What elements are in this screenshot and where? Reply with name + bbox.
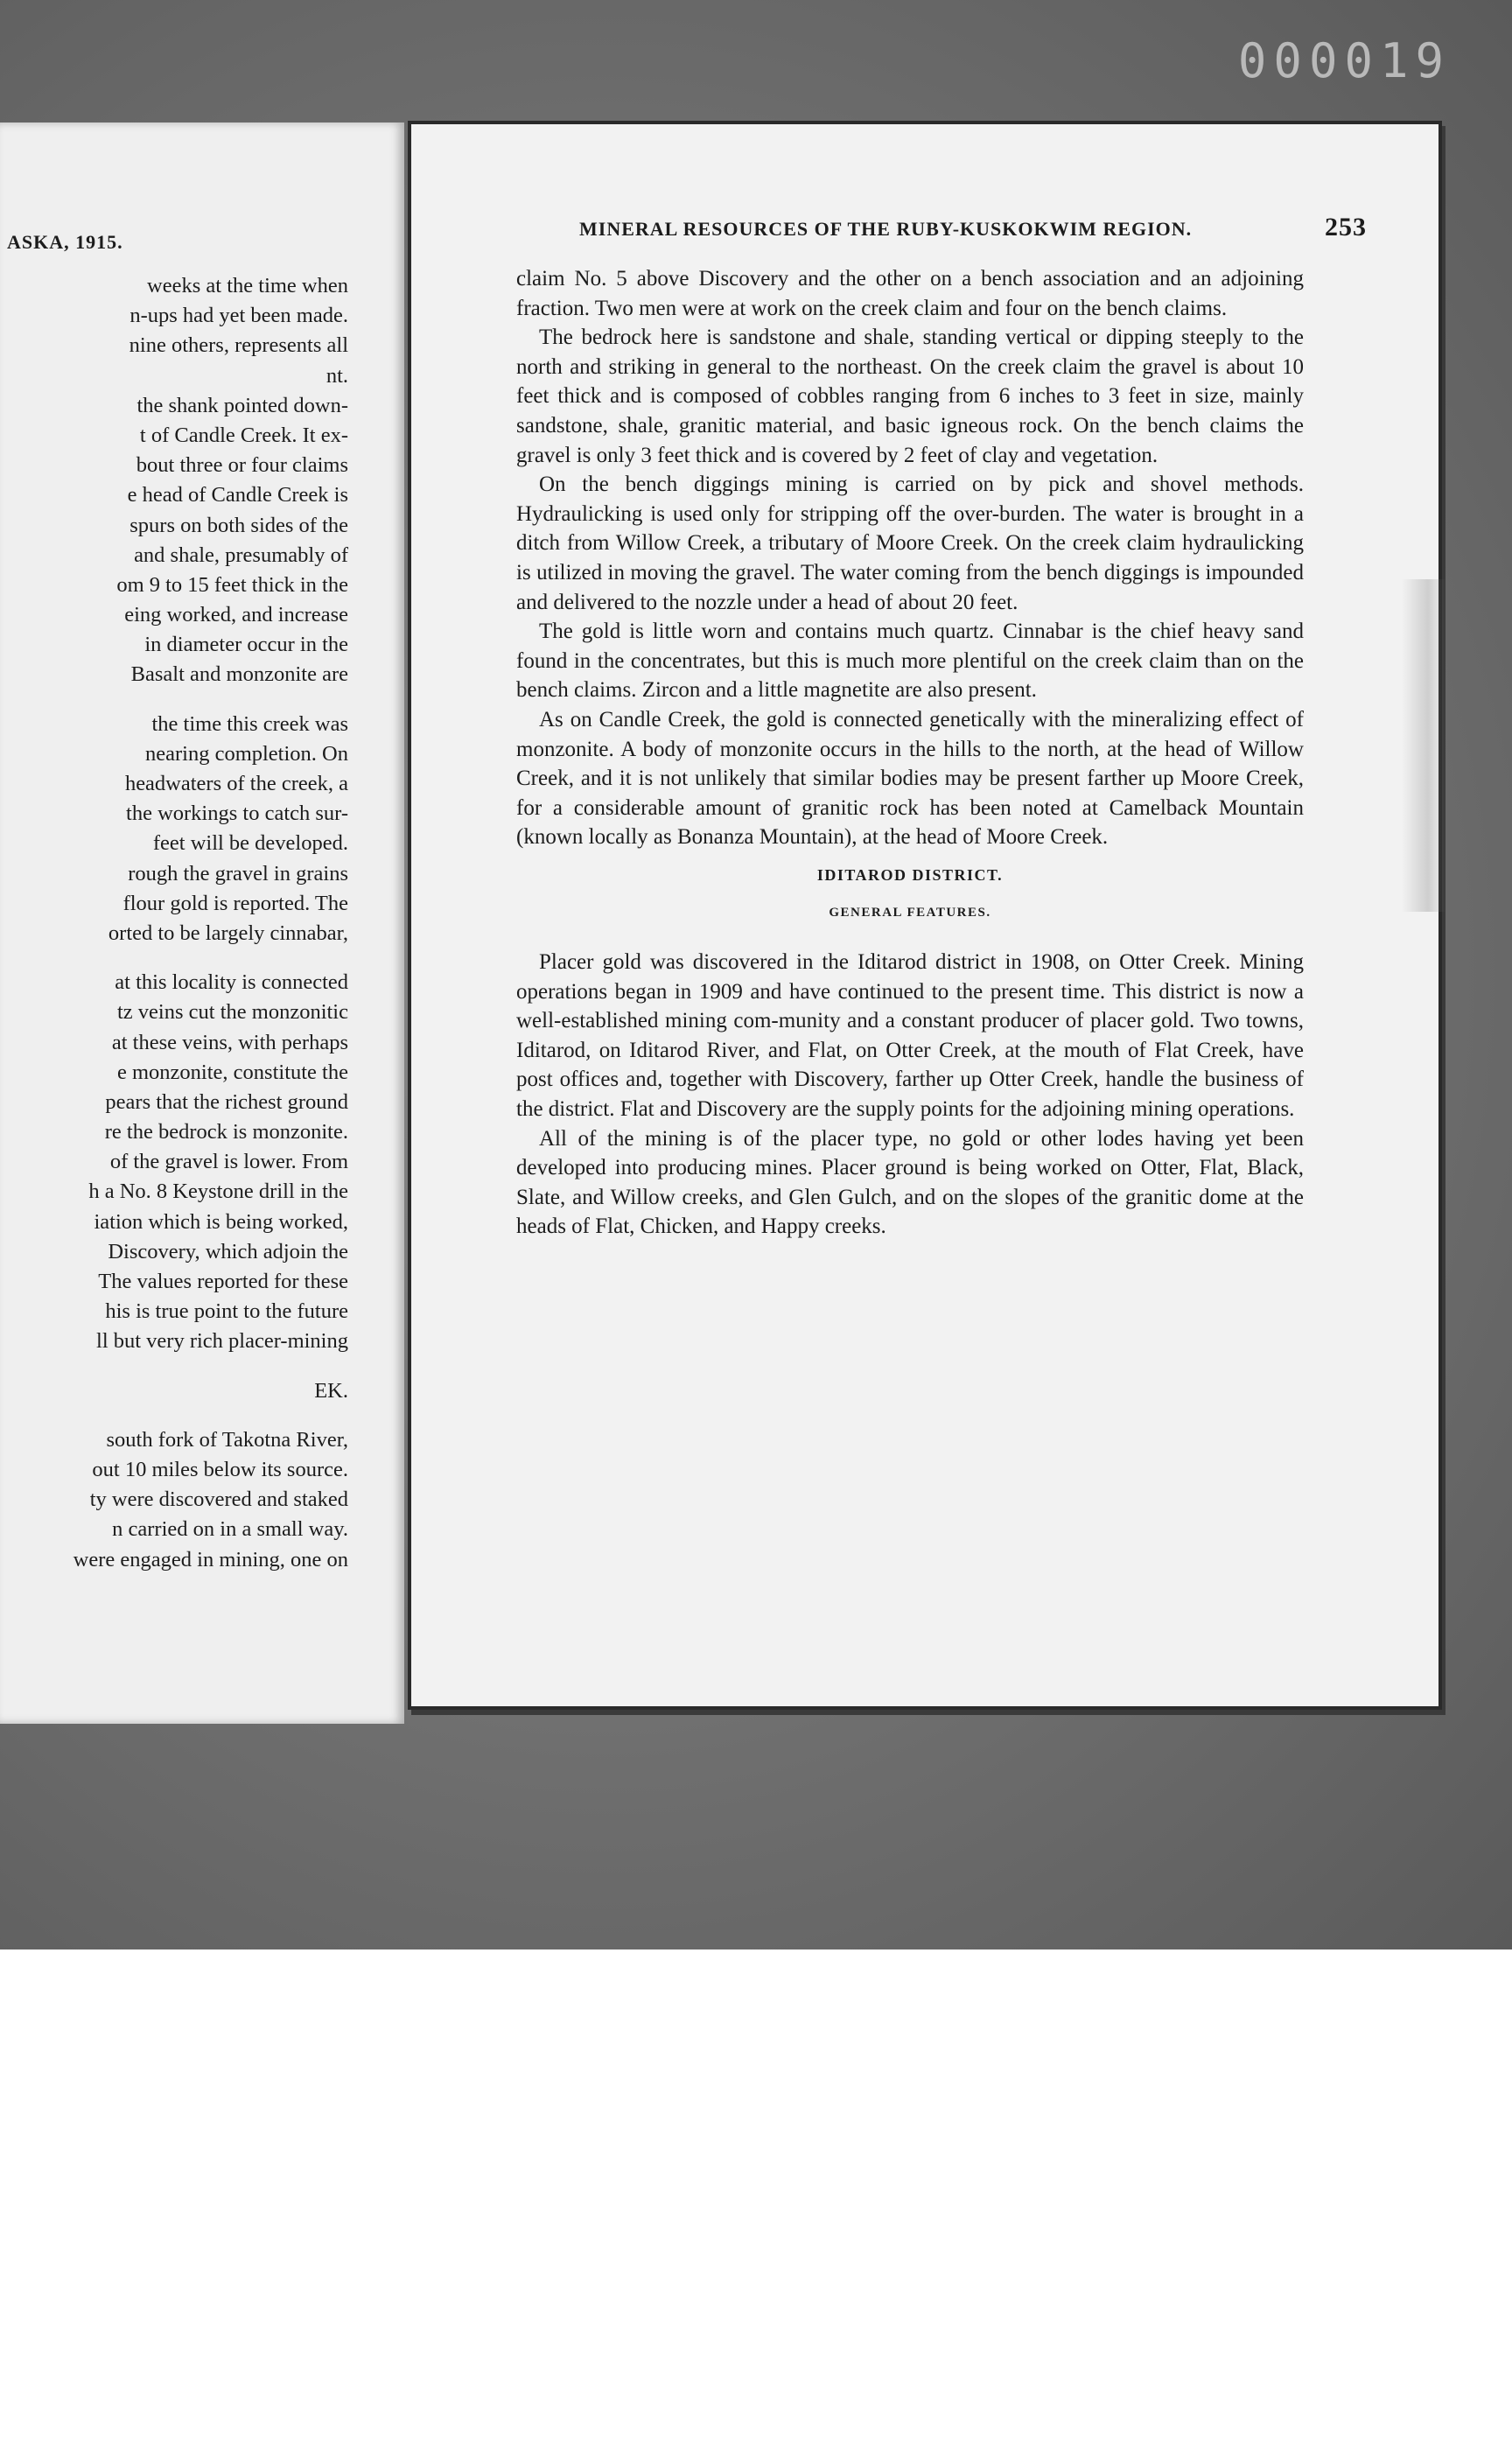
left-text-line: eing worked, and increase — [124, 603, 348, 627]
left-text-line: bout three or four claims — [136, 453, 348, 478]
left-text-line: iation which is being worked, — [94, 1209, 348, 1234]
left-text-line: headwaters of the creek, a — [124, 772, 348, 795]
left-text-line: nine others, represents all — [129, 333, 348, 358]
left-text-line: ll but very rich placer-mining — [96, 1329, 348, 1354]
page-number: 253 — [1325, 213, 1367, 242]
left-text-line: out 10 miles below its source. — [92, 1457, 348, 1481]
left-text-line: rough the gravel in grains — [128, 861, 348, 886]
paragraph: The gold is little worn and contains much quartz. Cinnabar is the chief heavy sand found in the concentrates, but this is much more plentiful on the creek claim than on the bench claims. Zircon and a little magnetite are also present. — [516, 620, 1304, 703]
paragraph: Placer gold was discovered in the Iditarod district in 1908, on Otter Creek. Mining operations began in 1909 and have continued to the present time. This district is now a well-established mining com-munity and a constant producer of placer gold. Two towns, Iditarod, on Iditarod River, and Flat, on Otter Creek, at the mouth of Flat Creek, have post offices and, together with Discovery, farther up Otter Creek, handle the business of the district. Flat and Discovery are the supply points for the adjoining mining operations. — [516, 950, 1304, 1122]
left-text-line: EK. — [314, 1378, 348, 1403]
left-text-line: om 9 to 15 feet thick in the — [116, 572, 348, 597]
left-text-line: t of Candle Creek. It ex- — [139, 423, 348, 447]
left-text-line: the workings to catch sur- — [126, 802, 348, 826]
left-text-line: e monzonite, constitute the — [117, 1060, 348, 1084]
left-text-line: nearing completion. On — [144, 741, 348, 766]
right-page — [408, 121, 1442, 1710]
left-text-line: Discovery, which adjoin the — [108, 1239, 348, 1264]
left-text-line: h a No. 8 Keystone drill in the — [88, 1180, 348, 1204]
left-text-line: the time this creek was — [151, 711, 348, 736]
left-text-line: south fork of Takotna River, — [106, 1427, 348, 1452]
left-text-line: e head of Candle Creek is — [127, 483, 348, 508]
left-text-line: the shank pointed down- — [136, 393, 348, 417]
left-text-line: flour gold is reported. The — [122, 891, 348, 915]
left-text-line: n carried on in a small way. — [112, 1517, 348, 1542]
scan-smudge — [1402, 579, 1446, 912]
subsection-heading: GENERAL FEATURES. — [829, 906, 991, 920]
left-text-line: and shale, presumably of — [134, 542, 348, 567]
left-text-line: were engaged in mining, one on — [73, 1547, 348, 1572]
left-text-line: ty were discovered and staked — [89, 1488, 348, 1512]
paragraph: On the bench diggings mining is carried on by pick and shovel methods. Hydraulicking is used only for stripping off the over-burden. The water is brought in a ditch from Willow Creek, a tributary of Moore Creek. On the creek claim hydraulicking is utilized in moving the gravel. The water coming from the bench diggings is impounded and delivered to the nozzle under a head of about 20 feet. — [516, 472, 1304, 614]
left-text-line — [0, 1357, 348, 1376]
left-text-line: spurs on both sides of the — [130, 513, 348, 537]
left-text-line: pears that the richest ground — [105, 1089, 348, 1114]
left-text-line: nt. — [326, 363, 348, 388]
left-text-line: of the gravel is lower. From — [109, 1150, 348, 1174]
page-body — [516, 264, 1304, 1242]
left-text-line — [0, 948, 348, 968]
left-text-line — [0, 690, 348, 710]
left-text-line: The values reported for these — [98, 1270, 348, 1293]
left-running-head: ASKA, 1915. — [7, 231, 123, 253]
left-text-line: orted to be largely cinnabar, — [108, 920, 348, 945]
left-text-line: in diameter occur in the — [144, 633, 348, 657]
section-heading: IDITAROD DISTRICT. — [816, 865, 1004, 884]
left-page-text — [0, 271, 348, 1575]
paragraph: As on Candle Creek, the gold is connected genetically with the mineralizing effect of monzonite. A body of monzonite occurs in the hills to the north, at the head of Willow Creek, and it is not unlikely that similar bodies may be present farther up Moore Creek, for a considerable amount of granitic rock has been noted at Camelback Mountain (known locally as Bonanza Mountain), at the head of Moore Creek. — [516, 707, 1304, 850]
left-text-line: at these veins, with perhaps — [111, 1030, 348, 1054]
left-page — [0, 122, 404, 1724]
running-head-title: MINERAL RESOURCES OF THE RUBY-KUSKOKWIM REGION. — [579, 218, 1193, 240]
left-text-line: Basalt and monzonite are — [130, 662, 348, 687]
left-text-line: at this locality is connected — [115, 970, 348, 995]
paragraph: claim No. 5 above Discovery and the other on a bench association and an adjoining fraction. Two men were at work on the creek claim and four on the bench claims. — [516, 267, 1304, 320]
page-stamp: 000019 — [1237, 33, 1451, 88]
left-text-line: n-ups had yet been made. — [130, 304, 348, 328]
paragraph: The bedrock here is sandstone and shale, standing vertical or dipping steeply to the north and striking in general to the northeast. On the creek claim the gravel is about 10 feet thick and is composed of cobbles ranging from 6 inches to 3 feet in size, mainly sandstone, shale, granitic material, and basic igneous rock. On the bench claims the gravel is only 3 feet thick and is covered by 2 feet of clay and vegetation. — [516, 326, 1304, 467]
left-text-line: feet will be developed. — [152, 831, 348, 856]
left-text-line — [0, 1406, 348, 1425]
paragraph: All of the mining is of the placer type, no gold or other lodes having yet been developed into producing mines. Placer ground is being worked on Otter, Flat, Black, Slate, and Willow creeks, and Glen Gulch, and on the slopes of the granitic dome at the heads of Flat, Chicken, and Happy creeks. — [516, 1126, 1304, 1239]
left-text-line: his is true point to the future — [105, 1299, 348, 1324]
left-text-line: re the bedrock is monzonite. — [104, 1120, 348, 1144]
left-text-line: tz veins cut the monzonitic — [117, 1000, 348, 1025]
left-text-line: weeks at the time when — [147, 274, 348, 298]
